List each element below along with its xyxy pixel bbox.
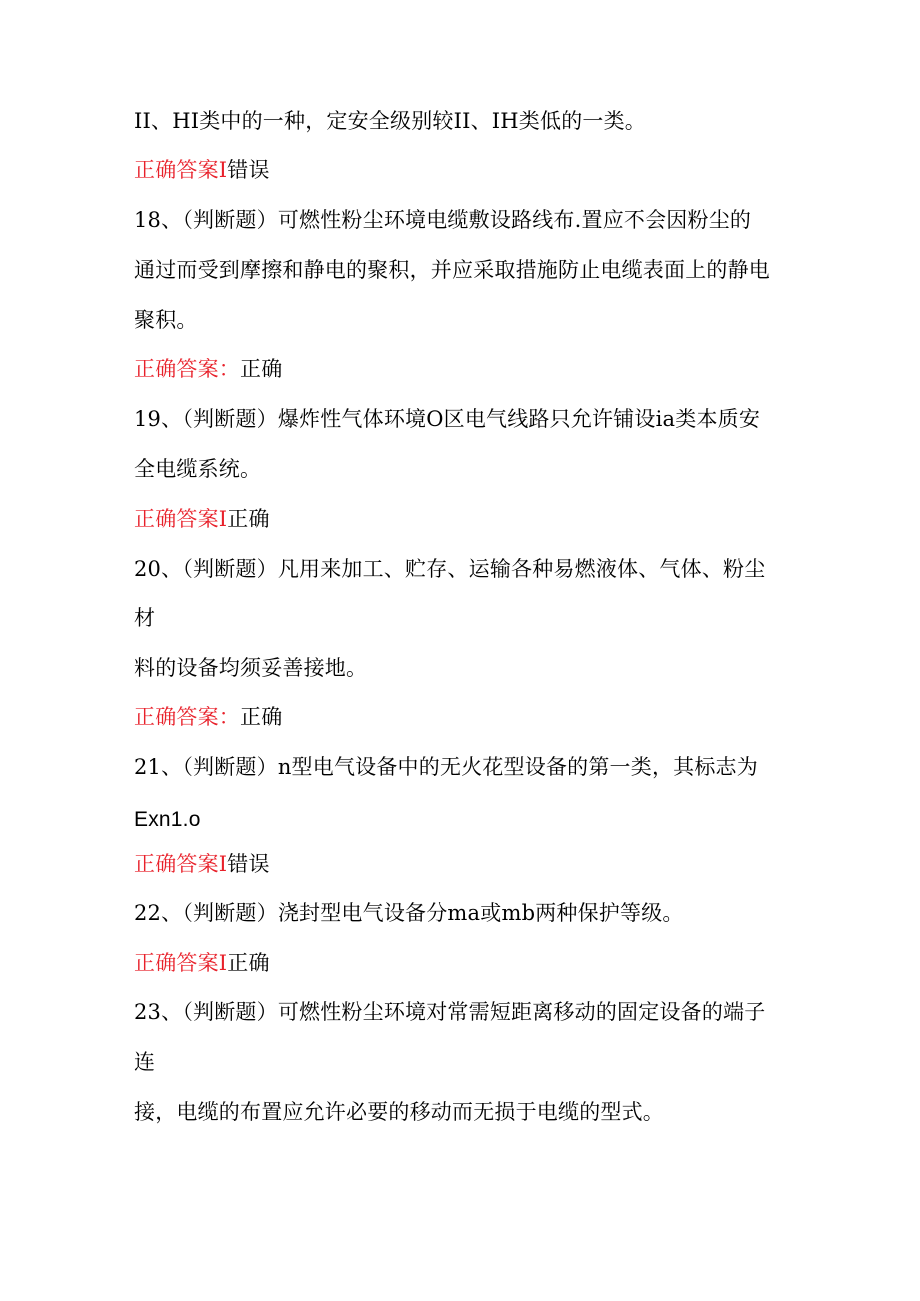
answer-label: 正确答案I — [134, 507, 228, 531]
question-line: 19、（判断题）爆炸性气体环境O区电气线路只允许铺设ia类本质安 — [134, 407, 761, 431]
answer-label: 正确答案： — [134, 357, 240, 381]
answer-label: 正确答案I — [134, 852, 228, 876]
answer-value: 正确 — [240, 357, 283, 381]
question-line: 23、（判断题）可燃性粉尘环境对常需短距离移动的固定设备的端子 — [134, 1000, 766, 1024]
answer-line — [134, 356, 282, 382]
answer-value: 正确 — [240, 705, 283, 729]
answer-label: 正确答案： — [134, 705, 240, 729]
answer-value: 错误 — [227, 158, 270, 182]
answer-value: 正确 — [227, 507, 270, 531]
answer-line — [134, 950, 270, 976]
answer-value: 错误 — [227, 852, 270, 876]
question-line: 20、（判断题）凡用来加工、贮存、运输各种易燃液体、气体、粉尘 — [134, 557, 766, 581]
text-line: 接，电缆的布置应允许必要的移动而无损于电缆的型式。 — [134, 1100, 664, 1124]
text-line: 聚积。 — [134, 308, 198, 332]
answer-line — [134, 704, 282, 730]
answer-label: 正确答案I — [134, 158, 228, 182]
answer-label: 正确答案I — [134, 951, 228, 975]
answer-line — [134, 506, 270, 532]
text-line: Exn1.o — [134, 808, 201, 831]
answer-value: 正确 — [227, 951, 270, 975]
text-line: II、HI类中的一种，定安全级别较II、IH类低的一类。 — [134, 109, 646, 133]
question-line: 21、（判断题）n型电气设备中的无火花型设备的第一类，其标志为 — [134, 755, 758, 779]
text-line: 材 — [134, 606, 156, 630]
text-line: 连 — [134, 1050, 156, 1074]
text-line: 全电缆系统。 — [134, 457, 262, 481]
question-line: 18、（判断题）可燃性粉尘环境电缆敷设路线布.置应不会因粉尘的 — [134, 208, 752, 232]
text-line: 通过而受到摩擦和静电的聚积，并应采取措施防止电缆表面上的静电 — [134, 258, 770, 282]
answer-line — [134, 851, 270, 877]
text-line: 料的设备均须妥善接地。 — [134, 656, 368, 680]
question-line: 22、（判断题）浇封型电气设备分ma或mb两种保护等级。 — [134, 901, 684, 925]
answer-line — [134, 157, 270, 183]
